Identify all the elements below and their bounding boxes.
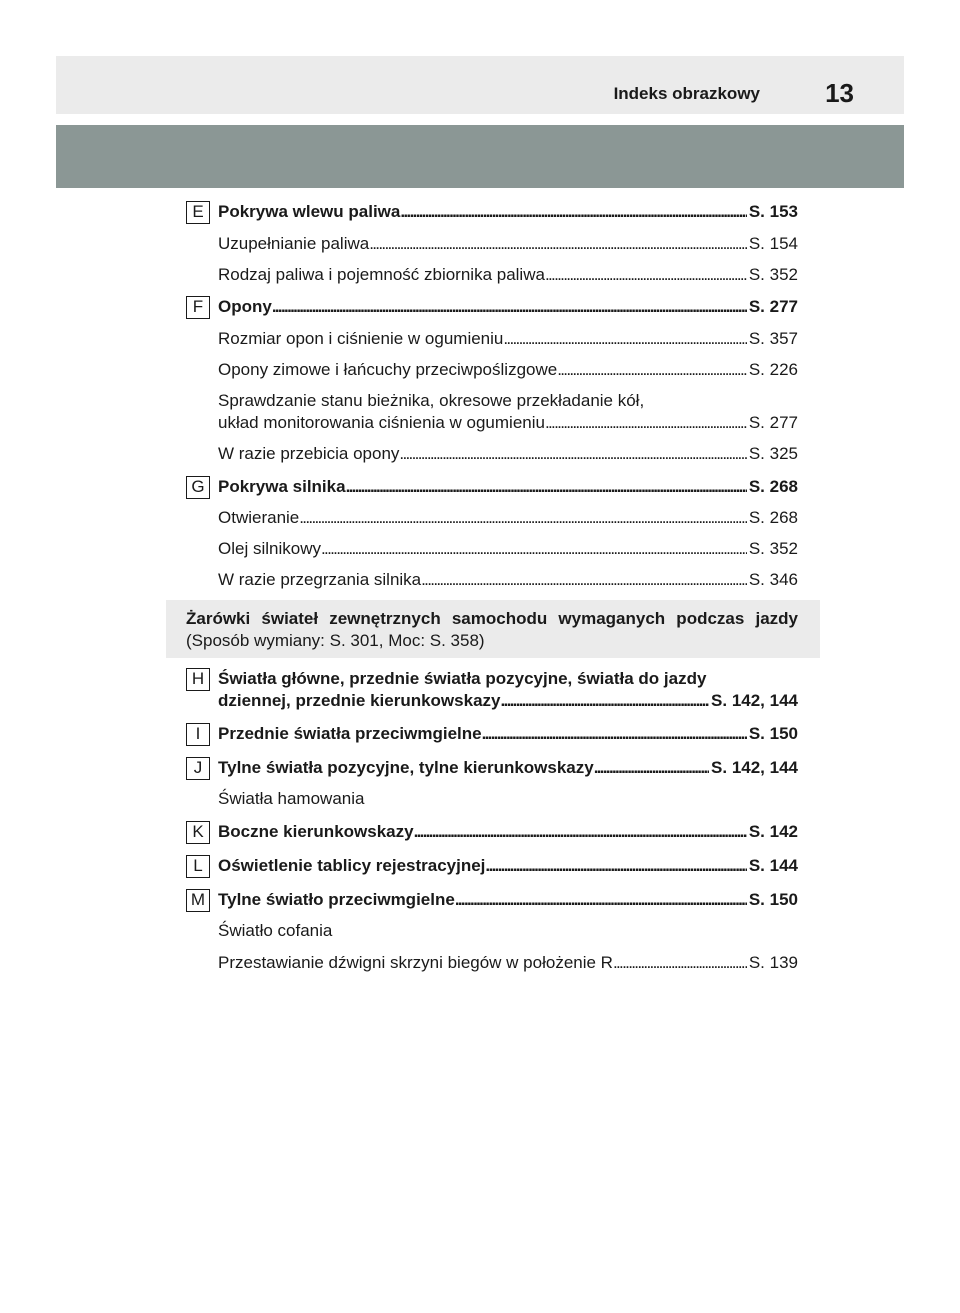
section-subtitle: (Sposób wymiany: S. 301, Moc: S. 358) <box>186 631 485 650</box>
sub-page: S. 226 <box>748 360 798 379</box>
leader-dots <box>500 690 709 712</box>
entry-label: dziennej, przednie kierunkowskazy <box>218 691 501 710</box>
entry-label: Pokrywa silnika <box>218 477 346 496</box>
section-heading <box>166 600 820 658</box>
leader-dots <box>421 569 747 591</box>
index-entry-j <box>186 757 798 779</box>
index-entry-i <box>186 723 798 745</box>
letter-badge: K <box>186 821 210 844</box>
leader-dots <box>455 889 747 911</box>
entry-page: S. 142, 144 <box>711 758 798 777</box>
entry-main-row <box>186 757 798 779</box>
sub-label: Uzupełnianie paliwa <box>218 234 370 253</box>
sub-label: Przestawianie dźwigni skrzyni biegów w położenie R <box>218 953 613 972</box>
sub-entry <box>218 264 798 286</box>
sub-page: S. 357 <box>748 329 798 348</box>
leader-dots <box>503 328 746 350</box>
entry-main-row <box>186 855 798 877</box>
sub-entry <box>218 359 798 381</box>
sub-label: Rodzaj paliwa i pojemność zbiornika paliwa <box>218 265 545 284</box>
leader-dots <box>545 264 747 286</box>
leader-dots <box>557 359 747 381</box>
entry-page: S. 144 <box>748 856 798 875</box>
entry-label: Opony <box>218 297 272 316</box>
sub-label-line1: Sprawdzanie stanu bieżnika, okresowe przekładanie kół, <box>218 391 645 410</box>
sub-entry <box>218 952 798 974</box>
leader-dots <box>545 412 747 434</box>
header-title: Indeks obrazkowy <box>613 84 760 103</box>
page-number: 13 <box>825 78 854 108</box>
index-entry-m <box>186 889 798 911</box>
entry-page: S. 150 <box>748 724 798 743</box>
entry-page: S. 268 <box>748 477 798 496</box>
sub-entry <box>218 538 798 560</box>
sub-label: W razie przegrzania silnika <box>218 570 422 589</box>
entry-label: Oświetlenie tablicy rejestracyjnej <box>218 856 486 875</box>
sub-entry <box>218 788 798 810</box>
page-header <box>56 56 904 114</box>
sub-page: S. 352 <box>748 539 798 558</box>
sub-label: Otwieranie <box>218 508 300 527</box>
letter-badge: L <box>186 855 210 878</box>
sub-label: Olej silnikowy <box>218 539 321 558</box>
leader-dots <box>400 201 747 223</box>
letter-badge: H <box>186 668 210 691</box>
sub-entry <box>218 233 798 255</box>
letter-badge: I <box>186 723 210 746</box>
letter-badge: G <box>186 476 210 499</box>
entry-label: Pokrywa wlewu paliwa <box>218 202 401 221</box>
leader-dots <box>346 476 747 498</box>
index-entry-f <box>186 296 798 318</box>
entry-page: S. 150 <box>748 890 798 909</box>
entry-label: Boczne kierunkowskazy <box>218 822 414 841</box>
index-entry-k <box>186 821 798 843</box>
index-entry-h <box>186 668 798 712</box>
entry-label: Tylne światła pozycyjne, tylne kierunkowskazy <box>218 758 594 777</box>
sub-entry <box>218 569 798 591</box>
entry-page: S. 142, 144 <box>711 691 798 710</box>
entry-main-row <box>186 296 798 318</box>
sub-page: S. 352 <box>748 265 798 284</box>
leader-dots <box>399 443 746 465</box>
sub-page: S. 325 <box>748 444 798 463</box>
entry-label: Tylne światło przeciwmgielne <box>218 890 455 909</box>
index-entry-l <box>186 855 798 877</box>
sub-page: S. 268 <box>748 508 798 527</box>
index-entry-g <box>186 476 798 498</box>
entry-main-row <box>186 690 798 712</box>
entry-main-row <box>186 821 798 843</box>
leader-dots <box>613 952 747 974</box>
entry-label: Przednie światła przeciwmgielne <box>218 724 482 743</box>
sub-label: Światła hamowania <box>218 789 365 808</box>
letter-badge: F <box>186 296 210 319</box>
letter-badge: M <box>186 889 210 912</box>
entry-main-row <box>186 476 798 498</box>
sub-entry <box>218 920 798 942</box>
sub-label: układ monitorowania ciśnienia w ogumieniu <box>218 413 545 432</box>
section-title: Żarówki świateł zewnętrznych samochodu wymaganych podczas jazdy <box>186 609 798 628</box>
leader-dots <box>369 233 747 255</box>
sub-label: Rozmiar opon i ciśnienie w ogumieniu <box>218 329 504 348</box>
entry-main-row <box>186 201 798 223</box>
entry-page: S. 277 <box>748 297 798 316</box>
entry-main-row <box>186 723 798 745</box>
sub-page: S. 154 <box>748 234 798 253</box>
sub-page: S. 277 <box>748 413 798 432</box>
leader-dots <box>414 821 747 843</box>
entry-main-row <box>186 889 798 911</box>
sub-label: W razie przebicia opony <box>218 444 400 463</box>
leader-dots <box>299 507 747 529</box>
sub-label: Światło cofania <box>218 921 333 940</box>
sub-label: Opony zimowe i łańcuchy przeciwpoślizgowe <box>218 360 558 379</box>
sub-entry <box>218 328 798 350</box>
header-band <box>56 125 904 188</box>
entry-page: S. 142 <box>748 822 798 841</box>
entry-page: S. 153 <box>748 202 798 221</box>
sub-entry <box>218 443 798 465</box>
sub-page: S. 139 <box>748 953 798 972</box>
leader-dots <box>594 757 709 779</box>
leader-dots <box>482 723 747 745</box>
letter-badge: J <box>186 757 210 780</box>
sub-page: S. 346 <box>748 570 798 589</box>
letter-badge: E <box>186 201 210 224</box>
leader-dots <box>485 855 746 877</box>
entry-label-line1: Światła główne, przednie światła pozycyjne, światła do jazdy <box>218 669 707 688</box>
index-entry-e <box>186 201 798 223</box>
sub-entry <box>218 390 798 434</box>
leader-dots <box>321 538 747 560</box>
sub-entry <box>218 507 798 529</box>
leader-dots <box>272 296 747 318</box>
